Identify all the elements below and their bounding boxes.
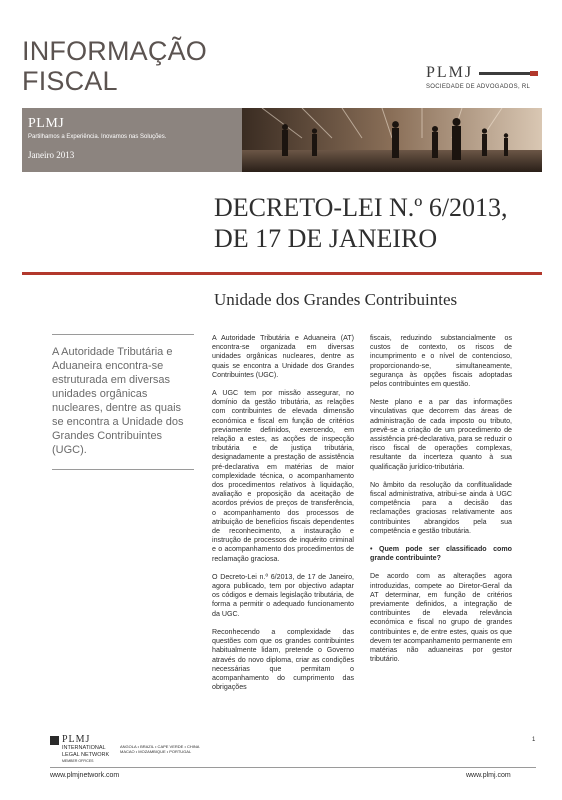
paragraph: Reconhecendo a complexidade das questões com que os grandes contribuintes habitualmente lidam, pretende o Governo através do novo diploma, criar as condições necessárias que permitam o acompanhamento do cumprimento das obrigações [212, 627, 354, 692]
footer-line-1: INTERNATIONAL [62, 745, 106, 751]
masthead-line-2: FISCAL [22, 66, 118, 96]
logo-name: PLMJ [426, 64, 474, 81]
banner-photo [242, 108, 542, 172]
body-column-1 [212, 334, 354, 701]
footer-brand: PLMJ [62, 734, 91, 745]
header-banner [22, 108, 542, 172]
masthead [22, 36, 207, 96]
network-url-link[interactable]: www.plmjnetwork.com [50, 772, 120, 779]
pull-quote: A Autoridade Tributária e Aduaneira encontra-se estruturada em diversas unidades orgânicas nucleares, dentre as quais se encontra a Unidade dos Grandes Contribuintes (UGC). [52, 334, 194, 470]
logo-bar [479, 72, 538, 75]
paragraph: A Autoridade Tributária e Aduaneira (AT) encontra-se organizada em diversas unidades orgânicas nucleares, dentre as quais se encontra a Unidade dos Grandes Contribuintes (UGC). [212, 334, 354, 379]
countries-line-2: MACAO • MOZAMBIQUE • PORTUGAL [120, 749, 192, 754]
paragraph: De acordo com as alterações agora introduzidas, compete ao Diretor-Geral da AT determinar, em função de critérios previamente definidos, a integração de contribuintes de elevada relevância económica e fiscal no grupo de grandes contribuintes e, de entre estes, quais os que devem ter acompanhamento permanente em matérias não aduaneiras por gestor tributário. [370, 572, 512, 664]
title-line-1: DECRETO-LEI N.º 6/2013, [214, 193, 508, 222]
masthead-line-1: INFORMAÇÃO [22, 36, 208, 66]
paragraph: Neste plano e a par das informações vinculativas que decorrem das áreas de administração de cada imposto ou tributo, prevê-se a criação de um procedimento de assistência pré-declarativa, para se reduzir o risco fiscal de operações complexas, resultante da incerteza quanto à sua qualificação jurídico-tributária. [370, 398, 512, 471]
footer-network-logo [50, 735, 109, 765]
question-heading: • Quem pode ser classificado como grande contribuinte? [370, 545, 512, 563]
paragraph: No âmbito da resolução da conflitualidade fiscal administrativa, atribui-se ainda à UGC competência para a decisão das reclamações graciosas relativamente aos contribuintes abrangidos pela sua competência e gestão tributária. [370, 480, 512, 535]
logo-subtitle: SOCIEDADE DE ADVOGADOS, RL [426, 84, 531, 90]
footer-divider [50, 767, 536, 768]
banner-date: Janeiro 2013 [28, 150, 75, 160]
section-title: Unidade dos Grandes Contribuintes [214, 290, 458, 309]
banner-label-panel [22, 108, 242, 172]
page-number: 1 [532, 737, 536, 743]
countries-line-1: ANGOLA • BRAZIL • CAPE VERDE • CHINA [120, 744, 200, 749]
footer-line-3: MEMBER OFFICES [62, 759, 94, 763]
paragraph: O Decreto-Lei n.º 6/2013, de 17 de Janeiro, agora publicado, tem por objectivo adaptar os códigos e demais legislação tributária, de forma a permitir o adequado funcionamento da UGC. [212, 572, 354, 618]
banner-brand: PLMJ [28, 116, 65, 131]
footer-countries [120, 744, 220, 754]
body-column-2 [370, 334, 512, 674]
document-title [214, 192, 534, 254]
network-square-icon [50, 736, 59, 745]
paragraph: fiscais, reduzindo substancialmente os custos de contexto, os riscos de incumprimento e o nível de contencioso, proporcionando-se, simultaneamente, segurança às opções fiscais adoptadas pelos contribuintes em questão. [370, 334, 512, 389]
footer-line-2: LEGAL NETWORK [62, 751, 110, 758]
title-line-2: DE 17 DE JANEIRO [214, 224, 438, 253]
plmj-url-link[interactable]: www.plmj.com [466, 772, 511, 779]
red-divider [22, 272, 542, 275]
paragraph: A UGC tem por missão assegurar, no domínio da gestão tributária, as relações com contribuintes de elevada dimensão económica e fiscal em função de critérios previamente definidos, exercendo, em relação a estes, as acções de inspecção tributária e de justiça tributária, designadamente a prestação de assistência pré-declarativa em matérias de maior complexidade técnica, o acompanhamento dos procedimentos relativos à liquidação, avaliação e proposição da aceitação de acordos prévios de preços de transferência, o acompanhamento dos processos de atribuição de benefícios fiscais dependentes de reconhecimento, a instauração e instrução de processos de inquérito criminal e o acompanhamento dos procedimentos de reclamação graciosa. [212, 389, 354, 563]
banner-tagline: Partilhamos a Experiência. Inovamos nas Soluções. [28, 134, 167, 140]
plmj-logo [426, 64, 538, 90]
